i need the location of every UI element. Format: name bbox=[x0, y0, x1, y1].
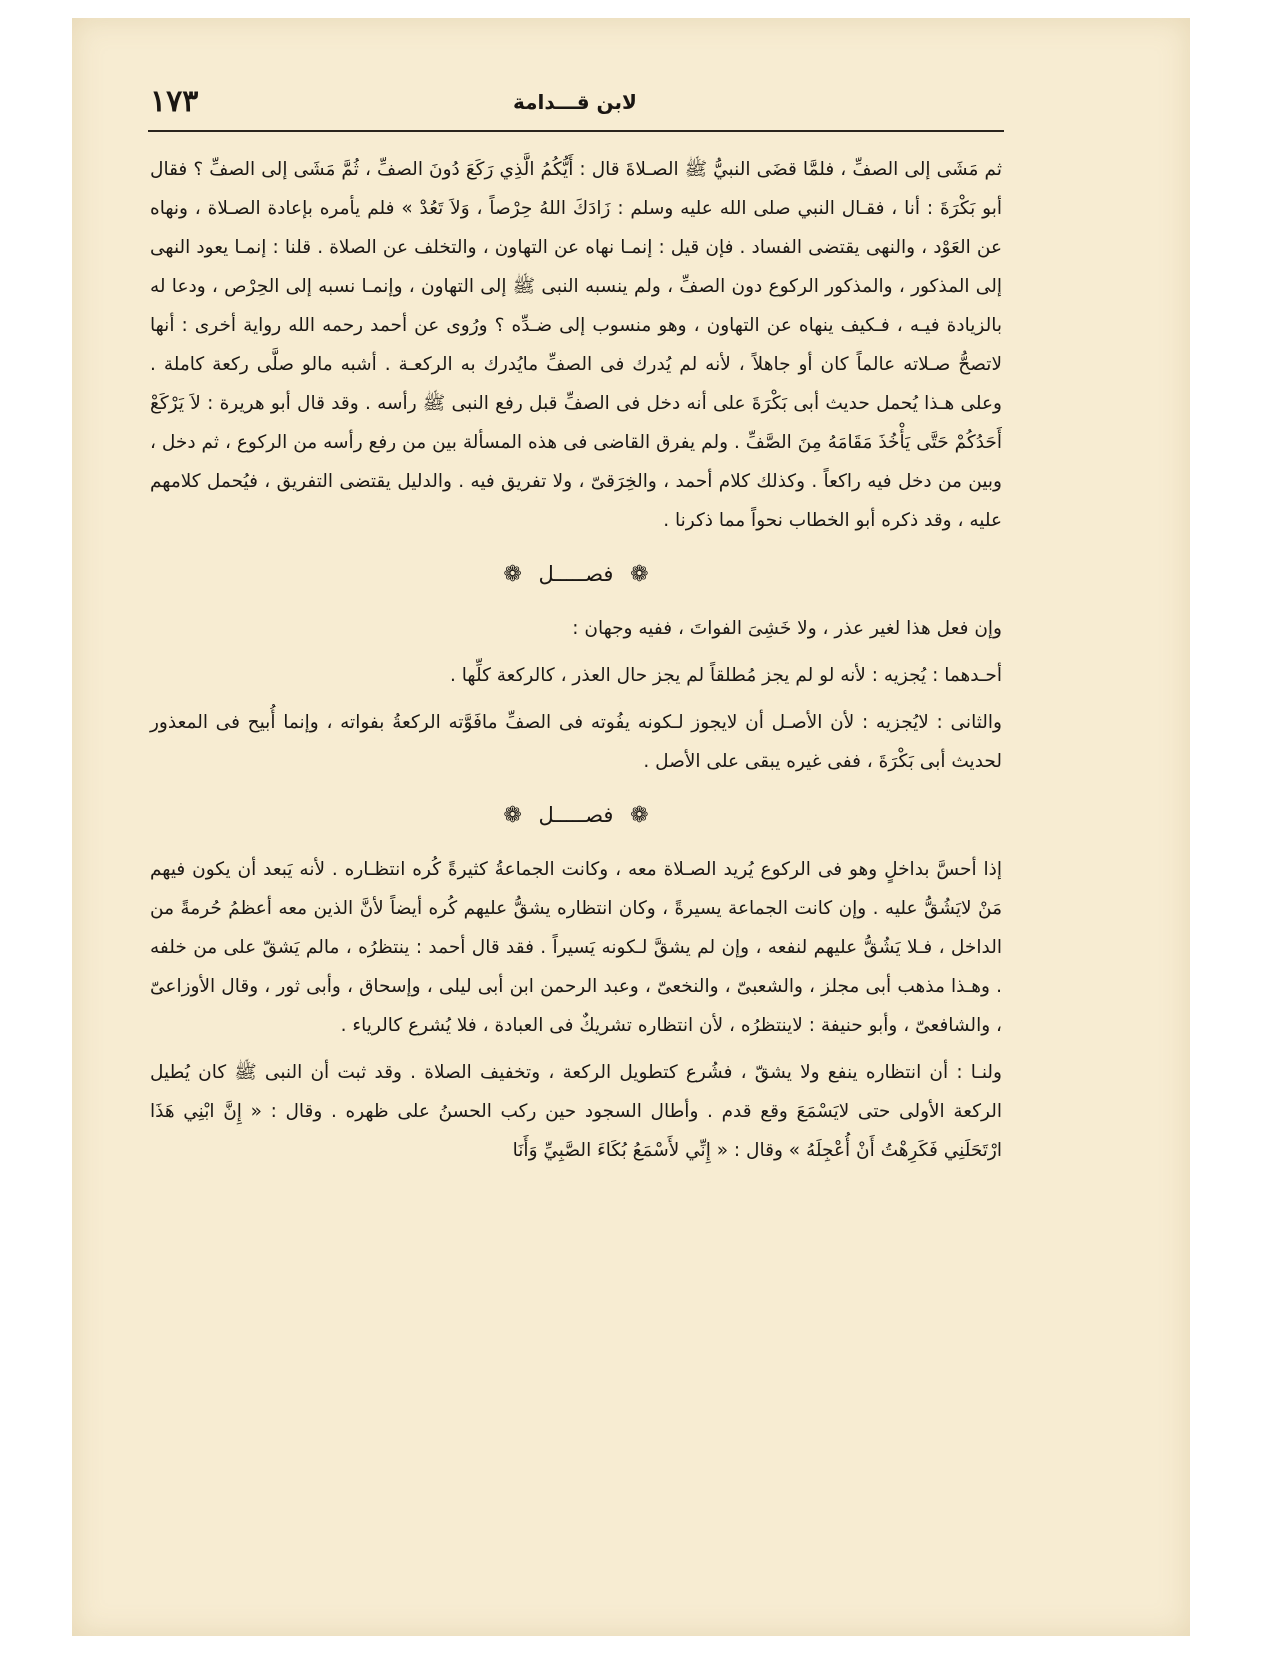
ornament-icon: ❁ bbox=[630, 803, 649, 828]
main-text bbox=[150, 150, 1002, 1170]
section-heading bbox=[150, 554, 1002, 595]
page-header bbox=[150, 84, 1000, 124]
section-title: فصـــــل bbox=[538, 562, 614, 586]
ornament-icon: ❁ bbox=[630, 562, 649, 587]
paragraph: إذا أحسَّ بداخلٍ وهو فى الركوع يُريد الصـلاة معه ، وكانت الجماعةُ كثيرةً كُره انتظـاره . لأنه يَبعد أن يكون فيهم مَنْ لايَشُقُّ عليه . وإن كانت الجماعة يسيرةً ، وكان انتظاره يشقُّ عليهم كُره أيضاً لأنَّ الذين معه أعظمُ حُرمةً من الداخل ، فـلا يَشُقُّ عليهم لنفعه ، وإن لم يشقَّ لـكونه يَسيراً . فقد قال أحمد : ينتظرُه ، مالم يَشقّ على من خلفه . وهـذا مذهب أبى مجلز ، والشعبىّ ، والنخعىّ ، وعبد الرحمن ابن أبى ليلى ، وإسحاق ، وأبى ثور ، وقال الأوزاعىّ ، والشافعىّ ، وأبو حنيفة : لاينتظرُه ، لأن انتظاره تشريكٌ فى العبادة ، فلا يُشرع كالرياء . bbox=[150, 859, 1002, 1036]
ornament-icon: ❁ bbox=[503, 562, 522, 587]
section-heading bbox=[150, 795, 1002, 836]
section-title: فصـــــل bbox=[538, 803, 614, 827]
paragraph: ولنـا : أن انتظاره ينفع ولا يشقّ ، فشُرع كتطويل الركعة ، وتخفيف الصلاة . وقد ثبت أن النبى ﷺ كان يُطيل الركعة الأولى حتى لايَسْمَعَ وقع قدم . وأطال السجود حين ركب الحسنُ على ظهره . وقال : « إِنَّ ابْنِي هَذَا ارْتَحَلَنِي فَكَرِهْتُ أَنْ أُعْجِلَهُ » وقال : « إِنِّي لأَسْمَعُ بُكَاءَ الصَّبِيِّ وَأَنَا bbox=[150, 1062, 1002, 1161]
paragraph: والثانى : لايُجزيه : لأن الأصـل أن لايجوز لـكونه يفُوته فى الصفِّ مافَوَّته الركعةُ بفواته ، وإنما أُبيح فى المعذور لحديث أبى بَكْرَةَ ، ففى غيره يبقى على الأصل . bbox=[150, 712, 1002, 772]
ornament-icon: ❁ bbox=[503, 803, 522, 828]
paragraph: ثم مَشَى إلى الصفِّ ، فلمَّا قضَى النبيُّ ﷺ الصـلاةَ قال : أَيُّكُمُ الَّذِي رَكَعَ دُونَ الصفِّ ، ثُمَّ مَشَى إلى الصفِّ ؟ فقال أبو بَكْرَةَ : أنا ، فقـال النبي صلى الله عليه وسلم : زَادَكَ اللهُ حِرْصاً ، وَلاَ تَعُدْ » فلم يأمره بإعادة الصـلاة ، ونهاه عن العَوْد ، والنهى يقتضى الفساد . فإن قيل : إنمـا نهاه عن التهاون ، والتخلف عن الصلاة . قلنا : إنمـا يعود النهى إلى المذكور ، والمذكور الركوع دون الصفِّ ، ولم ينسبه النبى ﷺ إلى التهاون ، وإنمـا نسبه إلى الحِرْص ، ودعا له بالزيادة فيـه ، فـكيف ينهاه عن التهاون ، وهو منسوب إلى ضـدِّه ؟ ورُوى عن أحمد رحمه الله رواية أخرى : أنها لاتصحُّ صـلاته عالماً كان أو جاهلاً ، لأنه لم يُدرك فى الصفِّ مايُدرك به الركعـة . أشبه مالو صلَّى ركعة كاملة . وعلى هـذا يُحمل حديث أبى بَكْرَةَ على أنه دخل فى الصفِّ قبل رفع النبى ﷺ رأسه . وقد قال أبو هريرة : لاَ يَرْكَعْ أَحَدُكُمْ حَتَّى يَأْخُذَ مَقَامَهُ مِنَ الصَّفِّ . ولم يفرق القاضى فى هذه المسألة بين من رفع رأسه من الركوع ، ثم دخل ، وبين من دخل فيه راكعاً . وكذلك كلام أحمد ، والخِرَقىّ ، ولا تفريق فيه . والدليل يقتضى التفريق ، فيُحمل كلامهم عليه ، وقد ذكره أبو الخطاب نحواً مما ذكرنا . bbox=[150, 159, 1002, 531]
header-rule bbox=[148, 130, 1004, 132]
running-title: لابن قـــدامة bbox=[513, 90, 637, 114]
paragraph: وإن فعل هذا لغير عذر ، ولا خَشِىَ الفواتَ ، ففيه وجهان : bbox=[572, 618, 1002, 639]
paragraph: أحـدهما : يُجزيه : لأنه لو لم يجز مُطلقاً لم يجز حال العذر ، كالركعة كلِّها . bbox=[450, 665, 1002, 686]
page-number: ١٧٣ bbox=[150, 84, 199, 119]
